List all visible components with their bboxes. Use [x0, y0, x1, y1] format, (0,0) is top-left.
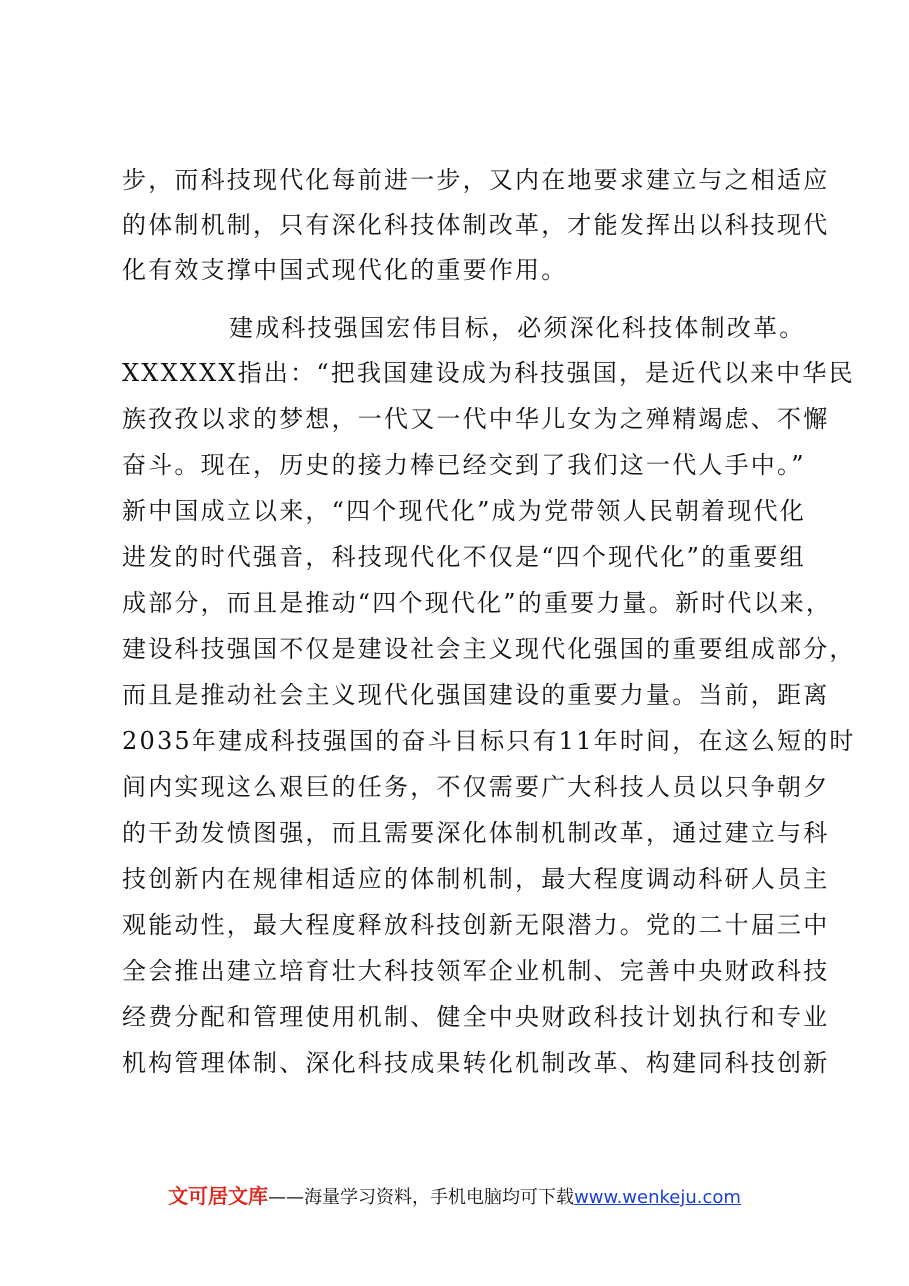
- text-line: XXXXXX指出：“把我国建设成为科技强国，是近代以来中华民: [122, 359, 855, 387]
- text-line: 机构管理体制、深化科技成果转化机制改革、构建同科技创新: [122, 1049, 830, 1077]
- text-line: 步，而科技现代化每前进一步，又内在地要求建立与之相适应: [122, 166, 830, 194]
- text-line: 技创新内在规律相适应的体制机制，最大程度调动科研人员主: [122, 865, 830, 893]
- text-line: 的干劲发愤图强，而且需要深化体制机制改革，通过建立与科: [122, 819, 830, 847]
- text-line: 全会推出建立培育壮大科技领军企业机制、完善中央财政科技: [122, 957, 830, 985]
- text-line: 新中国成立以来，“四个现代化”成为党带领人民朝着现代化: [122, 497, 806, 525]
- text-line: 而且是推动社会主义现代化强国建设的重要力量。当前，距离: [122, 681, 830, 709]
- text-line: 奋斗。现在，历史的接力棒已经交到了我们这一代人手中。”: [122, 451, 806, 479]
- text-line: 进发的时代强音，科技现代化不仅是“四个现代化”的重要组: [122, 543, 806, 571]
- text-line: 的体制机制，只有深化科技体制改革，才能发挥出以科技现代: [122, 211, 830, 239]
- text-line: 观能动性，最大程度释放科技创新无限潜力。党的二十届三中: [122, 911, 830, 939]
- text-line: 间内实现这么艰巨的任务，不仅需要广大科技人员以只争朝夕: [122, 773, 830, 801]
- text-line: 化有效支撑中国式现代化的重要作用。: [122, 256, 568, 284]
- footer-brand: 文可居文库: [168, 1184, 269, 1208]
- text-line: 族孜孜以求的梦想，一代又一代中华儿女为之殚精竭虑、不懈: [122, 405, 830, 433]
- text-line: 建设科技强国不仅是建设社会主义现代化强国的重要组成部分，: [122, 635, 856, 663]
- text-line: 经费分配和管理使用机制、健全中央财政科技计划执行和专业: [122, 1003, 830, 1031]
- text-line: 2035年建成科技强国的奋斗目标只有11年时间，在这么短的时: [122, 727, 856, 755]
- text-line: 成部分，而且是推动“四个现代化”的重要力量。新时代以来，: [122, 589, 833, 617]
- footer-tagline: ——海量学习资料，手机电脑均可下载: [268, 1187, 575, 1208]
- footer-watermark: [0, 1184, 909, 1210]
- paragraph-first-line: 建成科技强国宏伟目标，必须深化科技体制改革。: [229, 314, 806, 342]
- footer-website-link[interactable]: www.wenkeju.com: [574, 1187, 741, 1208]
